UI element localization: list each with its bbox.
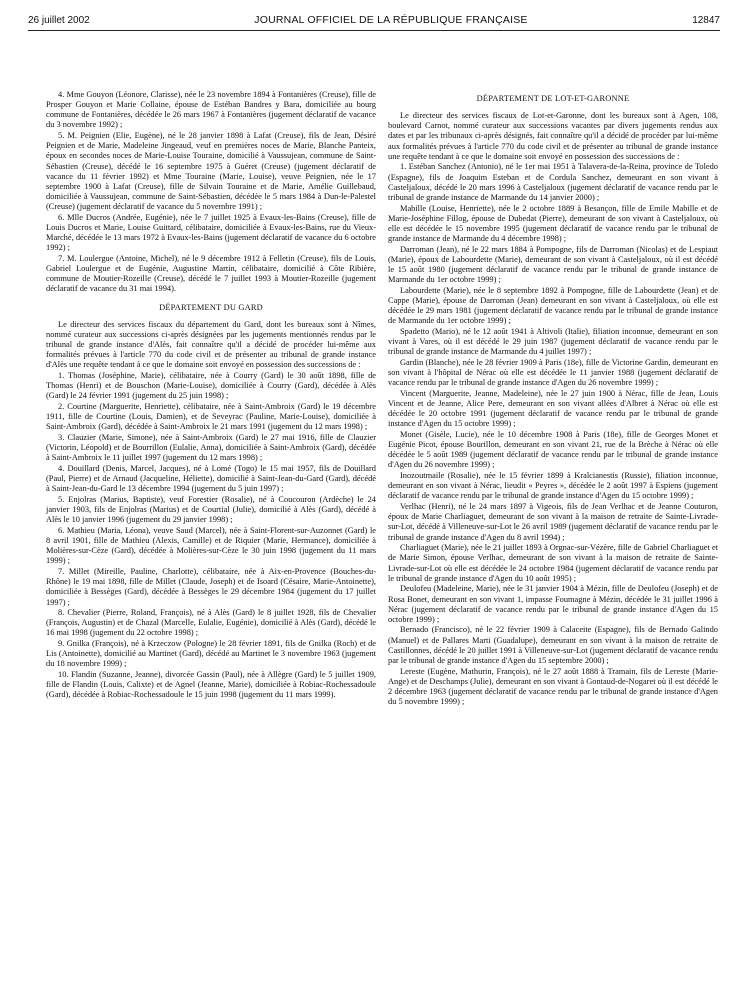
- paragraph: Charliaguet (Marie), née le 21 juillet 1893 à Orgnac-sur-Vézère, fille de Gabriel Charliaguet et de Marie Simon, épouse Verlhac, demeurant de son vivant à la maison de retraite de Sainte-Livrade-sur-Lot où elle est décédée le 24 octobre 1984 (jugement déclaratif de vacance rendu par le tribunal de grande instance d'Agen du 10 août 1995) ;: [388, 543, 718, 583]
- header-rule: [28, 30, 720, 31]
- paragraph: 4. Mme Gouyon (Léonore, Clarisse), née le 23 novembre 1894 à Fontanières (Creuse), fille de Prosper Gouyon et Marie Collaine, épouse de Estéban Bandres y Bara, domiciliée au bourg commune de Fontanières, décédée le 26 mars 1967 à Fontanières (jugement déclaratif de vacance du 3 novembre 1992) ;: [46, 90, 376, 130]
- paragraph: Labourdette (Marie), née le 8 septembre 1892 à Pompogne, fille de Labourdette (Jean) et de Cappe (Marie), épouse de Darroman (Jean) demeurant en son vivant à Casteljaloux, où elle est décédée le 29 mars 1981 (jugement déclaratif de vacance rendu par le tribunal de grande instance de Marmande du 1er octobre 1999) ;: [388, 285, 718, 326]
- paragraph: 9. Gnilka (François), né à Krzeczow (Pologne) le 28 février 1891, fils de Gnilka (Roch) et de Lis (Antoinette), domicilié au Martinet (Gard), décédé au Martinet le 3 novembre 1963 (jugement du 18 novembre 1999) ;: [46, 639, 376, 669]
- paragraph: Spadetto (Mario), né le 12 août 1941 à Altivoli (Italie), filiation inconnue, demeurant en son vivant à Vares, où il est décédé le 29 juin 1987 (jugement déclaratif de vacance rendu par le tribunal de grande instance de Marmande du 4 juillet 1997) ;: [388, 326, 718, 357]
- paragraph: Inozoutmaile (Rosalie), née le 15 février 1899 à Kralcianestis (Russie), filiation inconnue, demeurant en son vivant à Nérac, lieudit « Peyres », décédée le 2 août 1997 à Espiens (jugement déclaratif de vacance rendu par le tribunal de grande instance d'Agen du 15 octobre 1999) ;: [388, 471, 718, 501]
- paragraph: Monet (Gisèle, Lucie), née le 10 décembre 1908 à Paris (18e), fille de Georges Monet et Eugénie Picot, épouse Bourillon, demeurant en son vivant 21, rue de la Brèche à Nérac où elle décédée le 5 août 1989 (jugement déclaratif de vacance rendu par le tribunal de grande instance d'Agen du 26 novembre 1999) ;: [388, 430, 718, 470]
- paragraph: 1. Thomas (Joséphine, Marie), célibataire, née à Courry (Gard) le 30 août 1898, fille de Thomas (Henri) et de Bouschon (Marie-Louise), domiciliée à Courry (Gard), décédée à Alès (Gard) le 24 février 1991 (jugement du 25 juin 1998) ;: [46, 371, 376, 401]
- section-heading: DÉPARTEMENT DU GARD: [159, 302, 263, 312]
- paragraph: 10. Flandin (Suzanne, Jeanne), divorcée Gassin (Paul), née à Allègre (Gard) le 5 juillet 1909, fille de Flandin (Louis, Calixte) et de Agnel (Jeanne, Marie), domiciliée à Robiac-Rochessadoule (Gard), décédée à Robiac-Rochessadoule le 15 juin 1998 (jugement du 11 mars 1999).: [46, 670, 376, 700]
- section-heading: DÉPARTEMENT DE LOT-ET-GARONNE: [476, 94, 630, 103]
- paragraph: 6. Mlle Ducros (Andrée, Eugénie), née le 7 juillet 1925 à Evaux-les-Bains (Creuse), fille de Louis Ducros et Marie, Louise Guittard, célibataire, domiciliée à Evaux-les-Bains, rue du Vieux-Marché, décédée le 13 mars 1972 à Evaux-les-Bains (jugement déclaratif de vacance du 6 octobre 1992) ;: [46, 212, 376, 253]
- paragraph: Vincent (Marguerite, Jeanne, Madeleine), née le 27 juin 1900 à Nérac, fille de Jean, Louis Vincent et de Jeanne, Alice Pere, demeurant en son vivant allées d'Albret à Nérac où elle est décédée le 20 octobre 1991 (jugement déclaratif de vacance rendu par le tribunal de grande instance d'Agen du 15 octobre 1999) ;: [388, 388, 718, 429]
- paragraph: Deulofeu (Madeleine, Marie), née le 31 janvier 1904 à Mézin, fille de Deulofeu (Joseph) et de Rosa Bonet, demeurant en son vivant 1, impasse Foumagne à Mézin, décédée le 31 juillet 1996 à Nérac (jugement déclaratif de vacance rendu par le tribunal de grande instance d'Agen du 15 octobre 1999) ;: [388, 584, 718, 624]
- paragraph: 8. Chevalier (Pierre, Roland, François), né à Alès (Gard) le 8 juillet 1928, fils de Chevalier (François, Augustin) et de Chazal (Marcelle, Eulalie, Eugénie), domicilié à Alès (Gard), décédé le 16 mai 1998 (jugement du 22 octobre 1998) ;: [46, 608, 376, 638]
- header-journal-title: JOURNAL OFFICIEL DE LA RÉPUBLIQUE FRANÇAISE: [254, 14, 528, 26]
- left-column: [46, 90, 376, 701]
- paragraph: Darroman (Jean), né le 22 mars 1884 à Pompogne, fils de Darroman (Nicolas) et de Lespiaut (Marie), époux de Labourdette (Marie), demeurant de son vivant à Casteljaloux, où il est décédé le 15 août 1980 (jugement déclaratif de vacance rendu par le tribunal de grande instance de Marmande du 1er octobre 1999) ;: [388, 244, 718, 285]
- paragraph: 6. Mathieu (Maria, Léona), veuve Saud (Marcel), née à Saint-Florent-sur-Auzonnet (Gard) le 8 avril 1901, fille de Mathieu (Alexis, Camille) et de Riquier (Marie, Hermance), domiciliée à Molières-sur-Cèze (Gard), décédée à Molières-sur-Cèze le 30 juin 1998 (jugement du 11 mars 1999) ;: [46, 525, 376, 566]
- paragraph: Bernado (Francisco), né le 22 février 1909 à Calaceite (Espagne), fils de Bernado Galindo (Manuel) et de Pallares Marti (Guadalupe), demeurant en son vivant à la maison de retraite de Castillonnes, décédé le 20 juillet 1991 à Villeneuve-sur-Lot (jugement déclaratif de vacance rendu par le tribunal de grande instance d'Agen du 15 septembre 2000) ;: [388, 625, 718, 665]
- right-column: [388, 94, 718, 708]
- paragraph: Verlhac (Henri), né le 24 mars 1897 à Vigeois, fils de Jean Verlhac et de Jeanne Couturon, époux de Marie Charliaguet, demeurant de son vivant à la maison de retraite de Sainte-Livrade-sur-Lot, décédé à Villeneuve-sur-Lot le 26 avril 1989 (jugement déclaratif de vacance rendu par le tribunal de grande instance d'Agen du 8 avril 1994) ;: [388, 502, 718, 542]
- page-header: [28, 12, 720, 28]
- paragraph: 2. Courtine (Marguerite, Henriette), célibataire, née à Saint-Ambroix (Gard) le 19 décembre 1911, fille de Courtine (Louis, Damien), et de Seveyrac (Pauline, Marie-Louise), domiciliée à Saint-Ambroix (Gard), décédée à Saint-Ambroix le 21 mars 1991 (jugement du 12 mars 1998) ;: [46, 402, 376, 432]
- paragraph: Le directeur des services fiscaux de Lot-et-Garonne, dont les bureaux sont à Agen, 108, boulevard Carnot, nommé curateur aux successions vacantes par divers jugements rendus aux dates et par les tribunaux ci-après désignés, fait connaître qu'il a décidé de procéder par lui-même aux formalités prévues à l'article 770 du code civil et de présenter au tribunal de grande instance une requête tendant à ce que le domaine soit envoyé en possession des successions de :: [388, 111, 718, 161]
- paragraph: Gardin (Blanche), née le 28 février 1909 à Paris (18e), fille de Victorine Gardin, demeurant en son vivant à l'hôpital de Nérac où elle est décédée le 11 janvier 1988 (jugement déclaratif de vacance rendu par le tribunal de grande instance d'Agen du 26 novembre 1999) ;: [388, 357, 718, 388]
- header-date: 26 juillet 2002: [28, 14, 90, 26]
- paragraph: 5. Enjolras (Marius, Baptiste), veuf Forestier (Rosalie), né à Coucouron (Ardèche) le 24 janvier 1903, fils de Enjolras (Marius) et de Courtial (Julie), domicilié à Alès (Gard), décédé à Alès le 10 janvier 1996 (jugement du 29 janvier 1998) ;: [46, 494, 376, 525]
- paragraph: 3. Clauzier (Marie, Simone), née à Saint-Ambroix (Gard) le 27 mai 1916, fille de Clauzier (Victorin, Léopold) et de Bourrillon (Eulalie, Anna), domiciliée à Saint-Ambroix (Gard), décédée à Saint-Ambroix le 11 juillet 1997 (jugement du 12 mars 1998) ;: [46, 433, 376, 463]
- paragraph: Lereste (Eugène, Mathurin, François), né le 27 août 1888 à Tramain, fils de Lereste (Marie-Ange) et de Deschamps (Julie), demeurant en son vivant à Gontaud-de-Nogaret où il est décédé le 2 décembre 1963 (jugement déclaratif de vacance rendu par le tribunal de grande instance d'Agen du 5 novembre 1999) ;: [388, 666, 718, 707]
- header-page-number: 12847: [692, 14, 720, 26]
- paragraph: 5. M. Peignien (Elie, Eugène), né le 28 janvier 1898 à Lafat (Creuse), fils de Jean, Désiré Peignien et de Marie, Madeleine Jingeaud, veuf en premières noces de Marie, Blanche Panteix, époux en secondes noces de Marie-Louise Touraine, domicilié à Vaussujean, commune de Saint-Sébastien (Creuse), décédé le 16 septembre 1975 à Guéret (Creuse) (jugement déclaratif de vacance du 11 février 1992) et Mme Touraine (Marie, Louise), veuve Peignien, née le 17 septembre 1900 à Lafat (Creuse), fille de Silvain Touraine et de Marie, Amélie Guillebaud, domiciliée à Vaussujean, commune de Saint-Sébastien, décédée le 5 mars 1984 à Dun-le-Palestel (Creuse) (jugement déclaratif de vacance du 5 novembre 1991) ;: [46, 131, 376, 212]
- paragraph: Mabille (Louise, Henriette), née le 2 octobre 1889 à Besançon, fille de Emile Mabille et de Marie-Joséphine Fillog, épouse de Dubedat (Pierre), demeurant de son vivant à Casteljaloux, où elle est décédée le 15 novembre 1995 (jugement déclaratif de vacance rendu par le tribunal de grande instance de Marmande du 4 décembre 1998) ;: [388, 203, 718, 244]
- paragraph: 1. Estéban Sanchez (Antonio), né le 1er mai 1951 à Talavera-de-la-Reina, province de Toledo (Espagne), fils de Joaquim Esteban et de Cordula Sanchez, demeurant en son vivant à Casteljaloux, décédé le 20 mars 1996 à Casteljaloux (jugement déclaratif de vacance rendu par le tribunal de grande instance de Marmande du 14 janvier 2000) ;: [388, 162, 718, 202]
- paragraph: 7. M. Loulergue (Antoine, Michel), né le 9 décembre 1912 à Felletin (Creuse), fils de Louis, Gabriel Loulergue et de Eugénie, Augustine Martin, célibataire, domicilié à Côte Ribière, commune de Moutier-Rozeille (Creuse), décédé le 7 juillet 1993 à Moutier-Rozeille (jugement déclaratif de vacance du 31 mai 1994).: [46, 254, 376, 294]
- paragraph: 4. Douillard (Denis, Marcel, Jacques), né à Lomé (Togo) le 15 mai 1957, fils de Douillard (Paul, Pierre) et de Arnaud (Jacqueline, Héliette), domicilié à Saint-Jean-du-Gard (Gard), décédé à Saint-Jean-du-Gard le 13 décembre 1994 (jugement du 5 juin 1997) ;: [46, 463, 376, 494]
- paragraph: Le directeur des services fiscaux du département du Gard, dont les bureaux sont à Nîmes, nommé curateur aux successions ci-après désignées par les jugements mentionnés rendus par le tribunal de grande instance d'Alès, fait connaître qu'il a décidé de procéder lui-même aux formalités prévues à l'article 770 du code civil et de présenter au tribunal de grande instance d'Alès une requête tendant à ce que le domaine soit envoyé en possession des successions de :: [46, 319, 376, 370]
- paragraph: 7. Millet (Mireille, Pauline, Charlotte), célibataire, née à Aix-en-Provence (Bouches-du-Rhône) le 19 mai 1898, fille de Millet (Claude, Joseph) et de Isoard (Césaire, Marie-Antoinette), domiciliée à Bessèges (Gard), décédée à Bessèges le 29 décembre 1984 (jugement du 17 juillet 1997) ;: [46, 567, 376, 607]
